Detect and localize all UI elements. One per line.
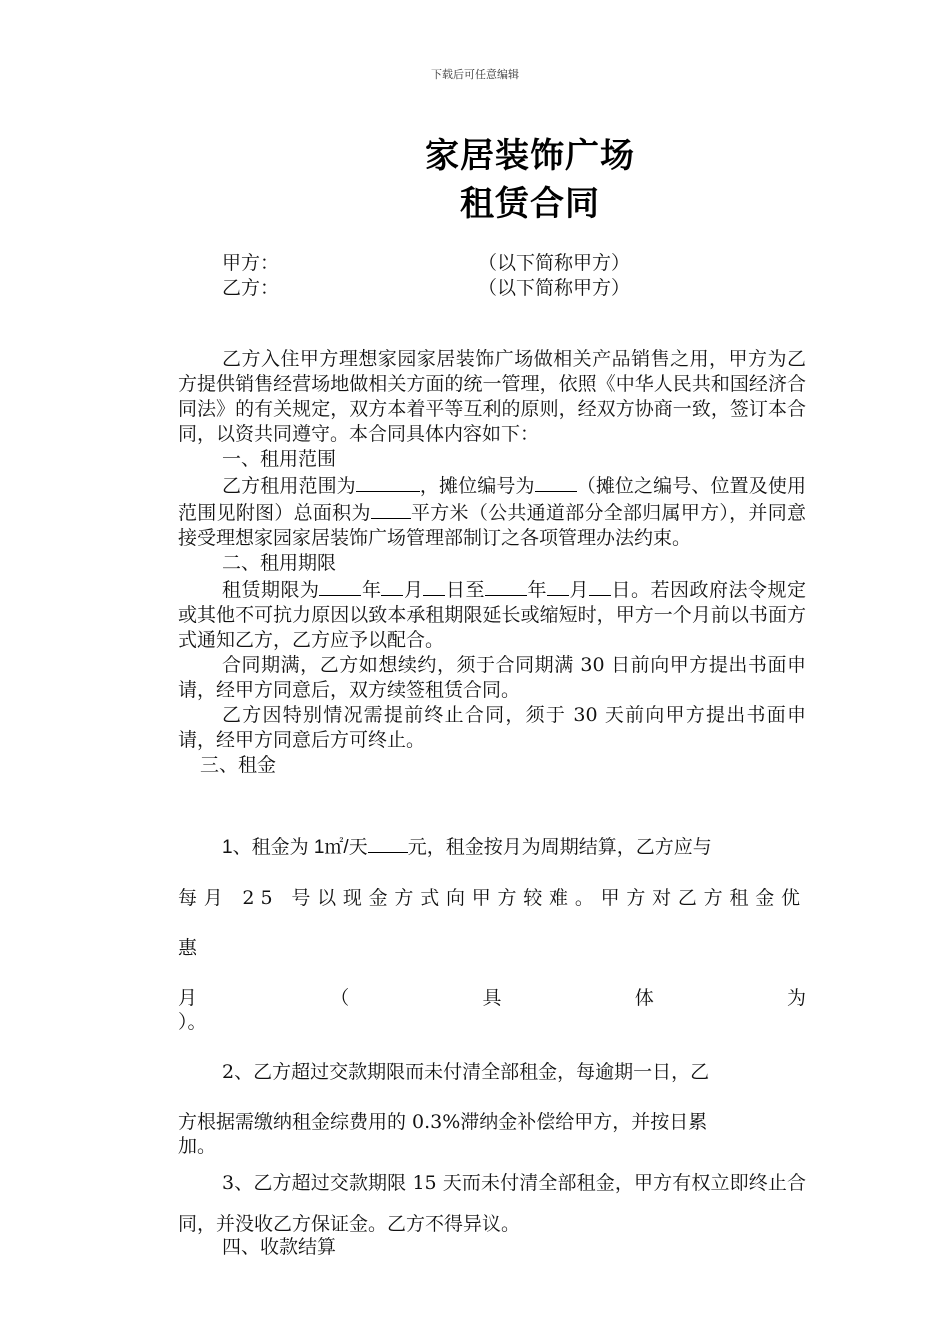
blank-start-day [423,576,445,596]
contract-body [178,347,806,778]
rent-item-2-line-2: 方根据需缴纳租金综费用的 0.3%滞纳金补偿给甲方，并按日累 [178,1111,708,1133]
section-3-heading: 三、租金 [200,754,277,776]
blank-area [371,499,411,519]
section-1-paragraph: 乙方租用范围为 ，摊位编号为 （摊位之编号、位置及使用范围见附图）总面积为 平方米（公共通道部分全部归属甲方），并同意接受理想家园家居装饰广场管理部制订之各项管理办法约束。 [178,472,806,551]
title-line-2: 租赁合同 [460,184,600,224]
rent-item-1-line-2: 每月 25 号以现金方式向甲方较难。甲方对乙方租金优惠 [178,887,806,959]
blank-start-year [319,576,361,596]
party-a-note: （以下简称甲方） [478,252,631,274]
party-b-label: 乙方： [222,277,280,299]
title-line-1: 家居装饰广场 [425,136,635,176]
section-4-heading: 四、收款结算 [222,1236,337,1258]
blank-scope [356,472,420,492]
rent-item-2-line-3: 加。 [178,1135,217,1157]
rent-item-1-line-4: ）。 [178,1011,207,1033]
section-2-termination: 乙方因特别情况需提前终止合同，须于 30 天前向甲方提出书面申请，经甲方同意后方可终止。 [178,704,806,751]
blank-daily-rent [368,833,408,853]
rent-item-3: 3、乙方超过交款期限 15 天而未付清全部租金，甲方有权立即终止合同，并没收乙方保证金。乙方不得异议。 [178,1172,806,1235]
rent-item-2-line-1: 2、乙方超过交款期限而未付清全部租金，每逾期一日，乙 [222,1061,710,1083]
party-a-label: 甲方： [222,252,280,274]
section-2-heading: 二、租用期限 [222,552,337,574]
header-note: 下载后可任意编辑 [431,68,519,81]
blank-end-year [485,576,527,596]
rent-item-1-line-3: 月 （ 具 体 为 [178,987,806,1009]
blank-booth-number [535,472,577,492]
section-1-heading: 一、租用范围 [222,448,337,470]
rent-section [178,822,806,1260]
rent-item-1-line-1: 1、租金为 1㎡/天 元，租金按月为周期结算，乙方应与 [178,822,806,873]
section-2-term: 租赁期限为 年 月 日至 年 月 日。若因政府法令规定或其他不可抗力原因以致本承租期限延长或缩短时，甲方一个月前以书面方式通知乙方，乙方应予以配合。 [178,576,806,653]
blank-end-month [547,576,569,596]
intro-paragraph: 乙方入住甲方理想家园家居装饰广场做相关产品销售之用，甲方为乙方提供销售经营场地做相关方面的统一管理，依照《中华人民共和国经济合同法》的有关规定，双方本着平等互利的原则，经双方协商一致，签订本合同，以资共同遵守。本合同具体内容如下： [178,348,806,445]
blank-start-month [381,576,403,596]
blank-end-day [589,576,611,596]
section-2-renewal: 合同期满，乙方如想续约，须于合同期满 30 日前向甲方提出书面申请，经甲方同意后，双方续签租赁合同。 [178,654,806,701]
party-b-note: （以下简称甲方） [478,277,631,299]
